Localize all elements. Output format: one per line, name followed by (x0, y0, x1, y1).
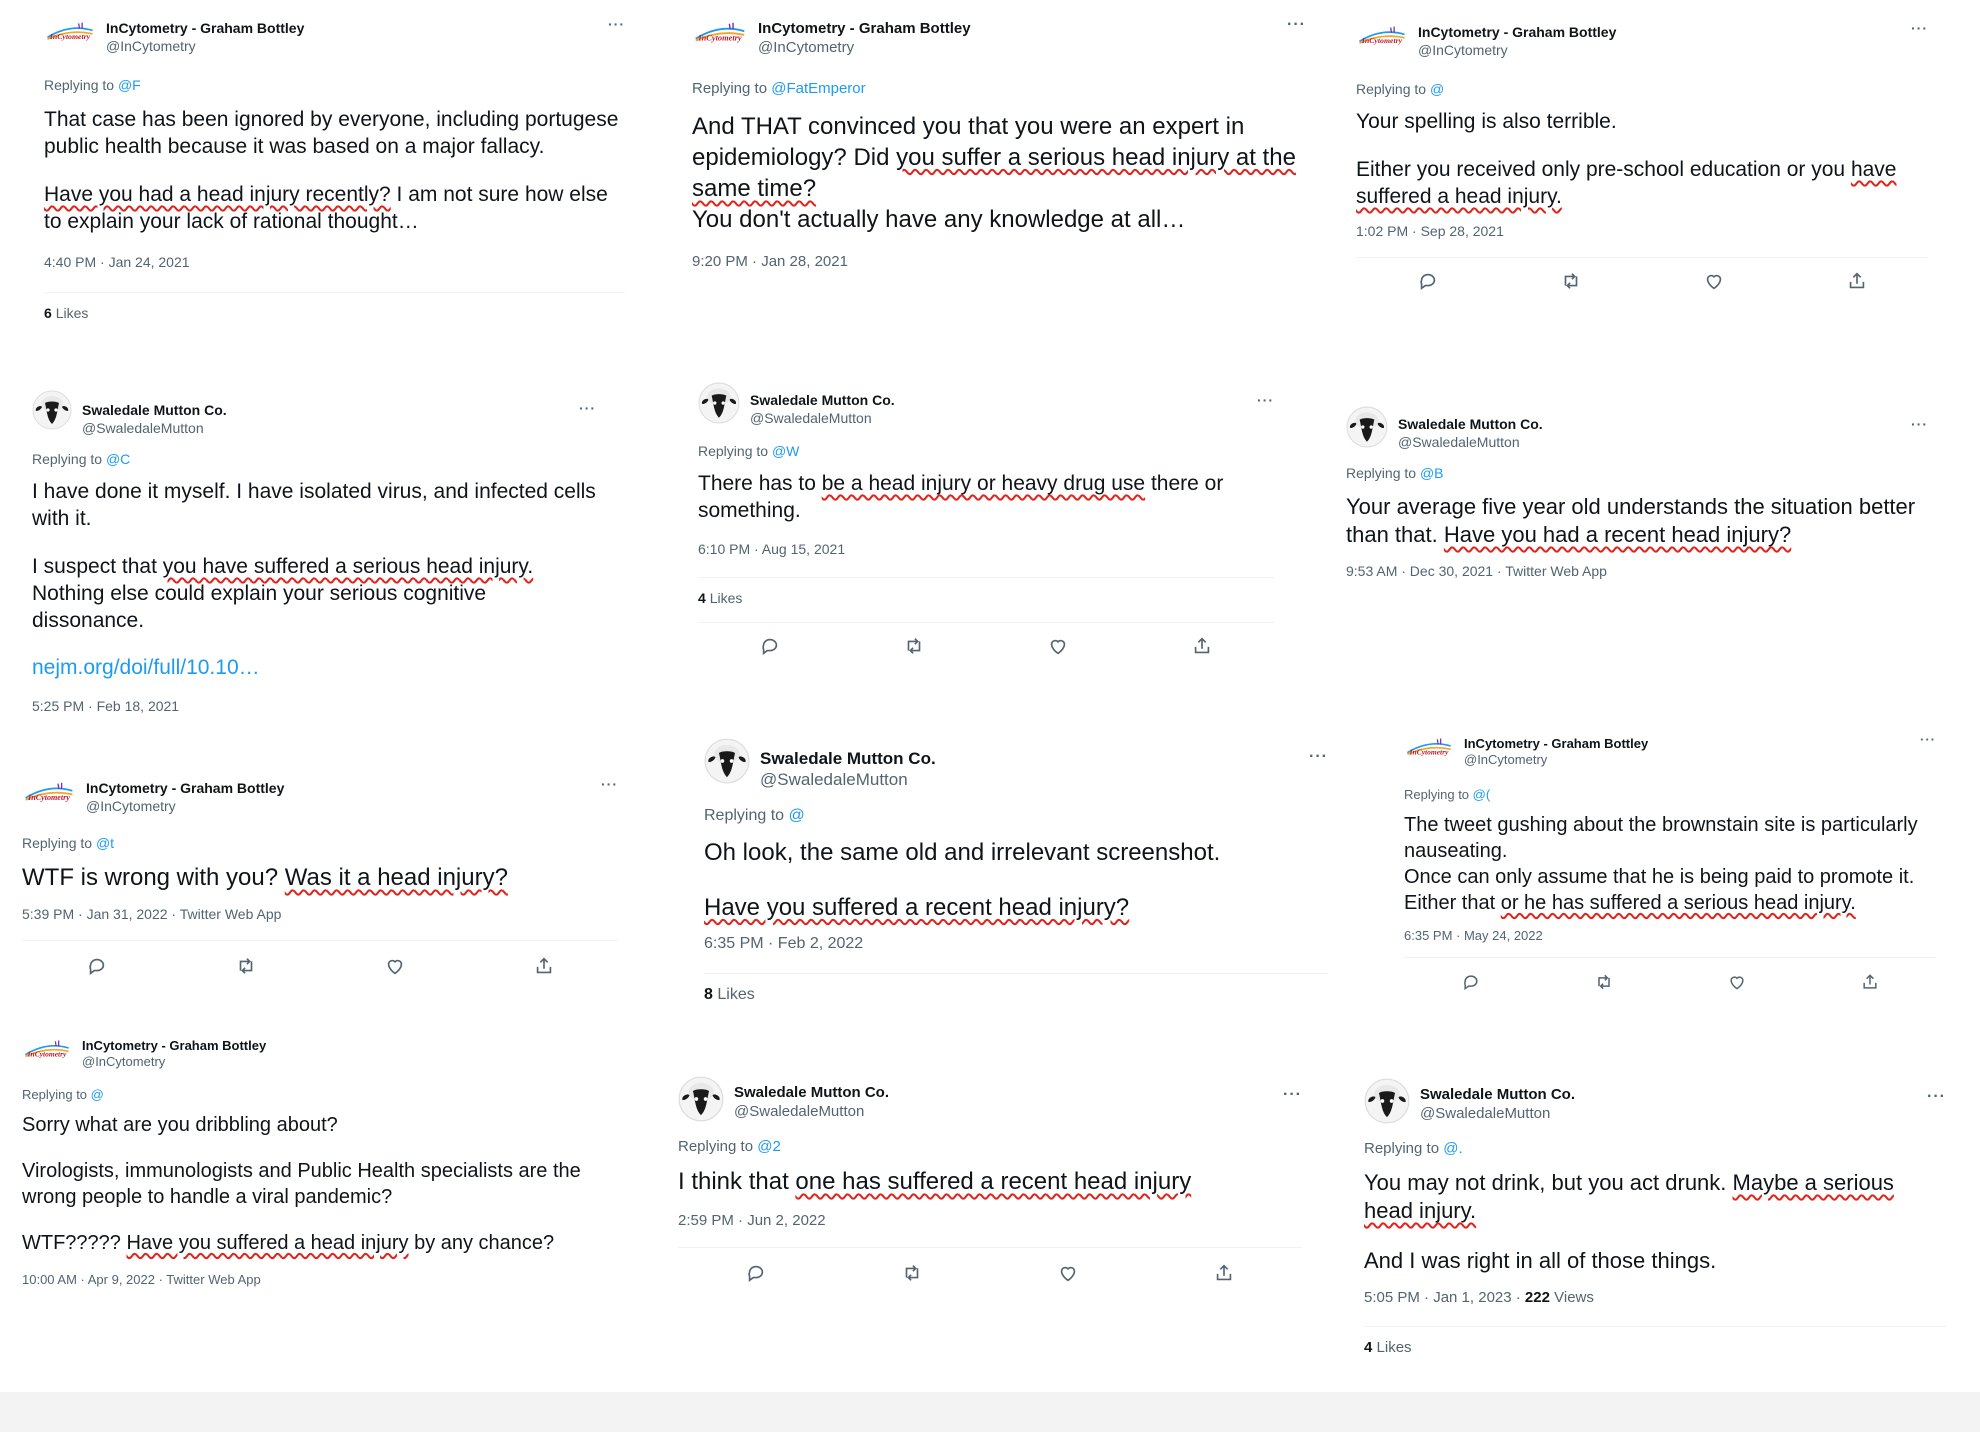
more-options-icon[interactable]: ··· (601, 776, 618, 792)
highlighted-phrase: Have you suffered a head injury (126, 1231, 409, 1254)
swaledale-avatar[interactable] (698, 382, 740, 424)
tweet-timestamp[interactable]: 5:25 PM · Feb 18, 2021 (32, 698, 180, 715)
author-name[interactable]: InCytometry - Graham Bottley (1464, 736, 1649, 751)
replying-to: Replying to @( (1404, 786, 1491, 802)
author-name[interactable]: InCytometry - Graham Bottley (82, 1038, 267, 1053)
tweet-card (1348, 1072, 1958, 1394)
share-icon[interactable] (1213, 1262, 1235, 1284)
tweet-timestamp[interactable]: 10:00 AM · Apr 9, 2022 · Twitter Web App (22, 1271, 261, 1287)
more-options-icon[interactable]: ··· (579, 400, 596, 416)
like-icon[interactable] (1047, 635, 1069, 657)
highlighted-phrase: or he has suffered a serious head injury. (1500, 891, 1856, 914)
likes-count[interactable]: 4 Likes (698, 577, 1274, 606)
author-name[interactable]: Swaledale Mutton Co. (750, 392, 895, 408)
tweet-card (1330, 400, 1940, 620)
tweet-header (692, 16, 1306, 58)
tweet-header (704, 738, 1328, 791)
replying-to: Replying to @W (698, 443, 800, 459)
replying-to: Replying to @t (22, 835, 115, 851)
tweet-text: Sorry what are you dribbling about? Virologists, immunologists and Public Health specialists are the wrong people to handle a viral pandemic? WTF????? Have you suffered a head injury by any chance? (22, 1113, 581, 1254)
reply-mention-link[interactable]: @FatEmperor (771, 79, 866, 97)
incytometry-logo[interactable] (692, 20, 748, 48)
reply-mention-link[interactable]: @2 (757, 1138, 781, 1155)
tweet-text: And THAT convinced you that you were an expert in epidemiology? Did you suffer a serious head injury at the same time? You don't actually have any knowledge at all… (692, 112, 1296, 234)
highlighted-phrase: Maybe a serious head injury. (1364, 1170, 1894, 1224)
tweet-timestamp[interactable]: 1:02 PM · Sep 28, 2021 (1356, 222, 1504, 239)
tweet-card (8, 774, 628, 1016)
reply-mention-link[interactable]: @t (95, 835, 115, 851)
reply-icon[interactable] (759, 635, 781, 657)
reply-mention-link[interactable]: @ (788, 806, 805, 824)
tweet-card (664, 1070, 1314, 1340)
action-bar (678, 1247, 1302, 1284)
tweet-text: Your average five year old understands the situation better than that. Have you had a recent head injury? (1346, 494, 1916, 548)
reply-mention-link[interactable]: @ (1429, 81, 1445, 97)
tweet-text: I have done it myself. I have isolated virus, and infected cells with it. I suspect that you have suffered a serious head injury. Nothing else could explain your serious cognitive dissonance. nejm.org/doi/full/10.10… (32, 479, 596, 682)
action-bar (1404, 957, 1936, 992)
author-handle[interactable]: @InCytometry (86, 797, 176, 814)
tweet-timestamp[interactable]: 5:39 PM · Jan 31, 2022 · Twitter Web App (22, 905, 282, 922)
share-icon[interactable] (1846, 270, 1868, 292)
incytometry-logo[interactable] (44, 20, 96, 46)
reply-mention-link[interactable]: @C (105, 451, 131, 467)
reply-icon[interactable] (745, 1262, 767, 1284)
tweet-timestamp[interactable]: 2:59 PM · Jun 2, 2022 (678, 1211, 826, 1229)
swaledale-avatar[interactable] (1364, 1078, 1410, 1124)
author-name[interactable]: InCytometry - Graham Bottley (758, 20, 971, 37)
tweet-timestamp[interactable]: 9:20 PM · Jan 28, 2021 (692, 253, 848, 271)
tweet-header (1356, 20, 1928, 59)
replying-to: Replying to @B (1346, 465, 1444, 481)
incytometry-logo[interactable] (1356, 24, 1408, 50)
incytometry-logo[interactable] (22, 780, 76, 807)
tweet-header (22, 776, 618, 815)
tweet-text: Your spelling is also terrible. Either you received only pre-school education or you have suffered a head injury. (1356, 110, 1897, 208)
tweet-header (678, 1076, 1302, 1122)
reply-icon[interactable] (1461, 972, 1481, 992)
tweet-card (684, 376, 1290, 686)
reply-mention-link[interactable]: @F (117, 77, 141, 93)
more-options-icon[interactable]: ··· (1283, 1086, 1302, 1103)
tweet-text: That case has been ignored by everyone, including portugese public health because it was based on a major fallacy. Have you had a head injury recently? I am not sure how else to explain your lack of rational thought… (44, 108, 619, 233)
tweet-timestamp[interactable]: 4:40 PM · Jan 24, 2021 (44, 253, 190, 270)
tweet-text: WTF is wrong with you? Was it a head injury? (22, 864, 508, 891)
likes-count[interactable]: 4 Likes (1364, 1326, 1946, 1356)
author-handle[interactable]: @InCytometry (1464, 752, 1548, 768)
replying-to: Replying to @ (1356, 81, 1445, 97)
tweet-timestamp[interactable]: 9:53 AM · Dec 30, 2021 · Twitter Web App (1346, 563, 1607, 580)
action-bar (698, 622, 1274, 657)
more-options-icon[interactable]: ··· (1920, 732, 1936, 747)
bottom-background-strip (0, 1392, 1980, 1432)
more-options-icon[interactable]: ··· (1257, 392, 1274, 408)
reply-mention-link[interactable]: @ (90, 1086, 104, 1102)
tweet-timestamp[interactable]: 6:10 PM · Aug 15, 2021 (698, 540, 846, 557)
like-icon[interactable] (384, 955, 406, 977)
reply-mention-link[interactable]: @B (1419, 465, 1444, 481)
swaledale-avatar[interactable] (678, 1076, 724, 1122)
likes-count[interactable]: 8 Likes (704, 973, 1328, 1004)
highlighted-phrase: you have suffered a serious head injury. (162, 554, 534, 578)
tweet-text: I think that one has suffered a recent head injury (678, 1168, 1192, 1195)
like-icon[interactable] (1727, 972, 1747, 992)
likes-count[interactable]: 6 Likes (44, 292, 625, 321)
highlighted-phrase: Have you suffered a recent head injury? (704, 893, 1130, 921)
author-handle[interactable]: @SwaledaleMutton (760, 770, 908, 790)
replying-to: Replying to @2 (678, 1138, 781, 1155)
highlighted-phrase: one has suffered a recent head injury (795, 1168, 1192, 1195)
share-icon[interactable] (1860, 972, 1880, 992)
author-name[interactable]: Swaledale Mutton Co. (760, 749, 936, 768)
author-handle[interactable]: @InCytometry (758, 38, 855, 56)
highlighted-phrase: Have you had a recent head injury? (1443, 522, 1792, 548)
swaledale-avatar[interactable] (1346, 406, 1388, 448)
highlighted-phrase: be a head injury or heavy drug use (821, 472, 1146, 495)
more-options-icon[interactable]: ··· (1911, 20, 1928, 36)
article-link[interactable]: nejm.org/doi/full/10.10… (32, 656, 260, 680)
retweet-icon[interactable] (903, 635, 925, 657)
author-name[interactable]: Swaledale Mutton Co. (734, 1084, 890, 1101)
replying-to: Replying to @ (22, 1086, 104, 1102)
highlighted-phrase: Was it a head injury? (284, 864, 508, 891)
highlighted-phrase: have suffered a head injury. (1356, 157, 1897, 208)
incytometry-logo[interactable] (22, 1038, 72, 1063)
tweet-card (18, 384, 606, 754)
tweet-timestamp[interactable]: 6:35 PM · May 24, 2022 (1404, 927, 1543, 943)
tweet-text: Oh look, the same old and irrelevant screenshot. Have you suffered a recent head injury? (704, 838, 1221, 921)
retweet-icon[interactable] (235, 955, 257, 977)
tweet-text: There has to be a head injury or heavy drug use there or something. (698, 472, 1224, 522)
tweet-header (698, 382, 1274, 427)
swaledale-avatar[interactable] (704, 738, 750, 784)
more-options-icon[interactable]: ··· (1309, 748, 1328, 765)
retweet-icon[interactable] (1594, 972, 1614, 992)
tweet-text: The tweet gushing about the brownstain site is particularly nauseating. Once can only assume that he is being paid to promote it. Either that or he has suffered a serious head injury. (1404, 813, 1918, 914)
tweet-card (30, 14, 635, 380)
more-options-icon[interactable]: ··· (1927, 1088, 1946, 1105)
replying-to: Replying to @C (32, 451, 131, 467)
tweet-timestamp[interactable]: 5:05 PM · Jan 1, 2023 · 222 Views (1364, 1289, 1594, 1307)
author-handle[interactable]: @SwaledaleMutton (82, 419, 204, 436)
tweet-header (1346, 406, 1928, 451)
retweet-icon[interactable] (901, 1262, 923, 1284)
replying-to: Replying to @ (704, 806, 805, 824)
tweet-card (8, 1032, 628, 1378)
tweet-header (32, 390, 596, 437)
swaledale-avatar[interactable] (32, 390, 72, 430)
like-icon[interactable] (1703, 270, 1725, 292)
author-handle[interactable]: @InCytometry (82, 1054, 166, 1070)
tweet-timestamp[interactable]: 6:35 PM · Feb 2, 2022 (704, 934, 864, 952)
highlighted-phrase: you suffer a serious head injury at the same time? (692, 143, 1296, 202)
action-bar (1356, 257, 1928, 292)
tweet-header (22, 1038, 618, 1071)
incytometry-logo[interactable] (1404, 736, 1454, 761)
share-icon[interactable] (1191, 635, 1213, 657)
author-handle[interactable]: @SwaledaleMutton (734, 1102, 865, 1120)
author-handle[interactable]: @SwaledaleMutton (1398, 433, 1520, 450)
author-name[interactable]: InCytometry - Graham Bottley (1418, 24, 1617, 40)
reply-mention-link[interactable]: @. (1443, 1140, 1463, 1157)
author-handle[interactable]: @SwaledaleMutton (750, 409, 872, 426)
tweet-card (1340, 18, 1938, 328)
replying-to: Replying to @FatEmperor (692, 79, 866, 97)
reply-icon[interactable] (1417, 270, 1439, 292)
tweet-card (676, 14, 1316, 296)
reply-mention-link[interactable]: @( (1472, 786, 1491, 802)
author-handle[interactable]: @InCytometry (106, 37, 196, 54)
author-name[interactable]: InCytometry - Graham Bottley (106, 20, 305, 36)
author-name[interactable]: Swaledale Mutton Co. (82, 402, 227, 418)
reply-mention-link[interactable]: @W (771, 443, 800, 459)
action-bar (22, 940, 618, 977)
tweet-header (44, 16, 625, 55)
reply-icon[interactable] (86, 955, 108, 977)
tweet-card (1388, 730, 1946, 1020)
author-handle[interactable]: @InCytometry (1418, 41, 1508, 58)
tweet-card (690, 732, 1340, 1052)
author-name[interactable]: Swaledale Mutton Co. (1398, 416, 1543, 432)
share-icon[interactable] (533, 955, 555, 977)
author-handle[interactable]: @SwaledaleMutton (1420, 1104, 1551, 1122)
more-options-icon[interactable]: ··· (1911, 416, 1928, 432)
tweet-text: You may not drink, but you act drunk. Maybe a serious head injury. And I was right in all of those things. (1364, 1170, 1894, 1274)
author-name[interactable]: InCytometry - Graham Bottley (86, 780, 285, 796)
replying-to: Replying to @. (1364, 1140, 1463, 1157)
more-options-icon[interactable]: ··· (1287, 16, 1306, 33)
like-icon[interactable] (1057, 1262, 1079, 1284)
replying-to: Replying to @F (44, 77, 141, 93)
author-name[interactable]: Swaledale Mutton Co. (1420, 1086, 1576, 1103)
more-options-icon[interactable]: ··· (608, 16, 625, 32)
tweet-header (1364, 1078, 1946, 1124)
retweet-icon[interactable] (1560, 270, 1582, 292)
tweet-header (1404, 732, 1936, 769)
highlighted-phrase: Have you had a head injury recently? (44, 182, 391, 206)
